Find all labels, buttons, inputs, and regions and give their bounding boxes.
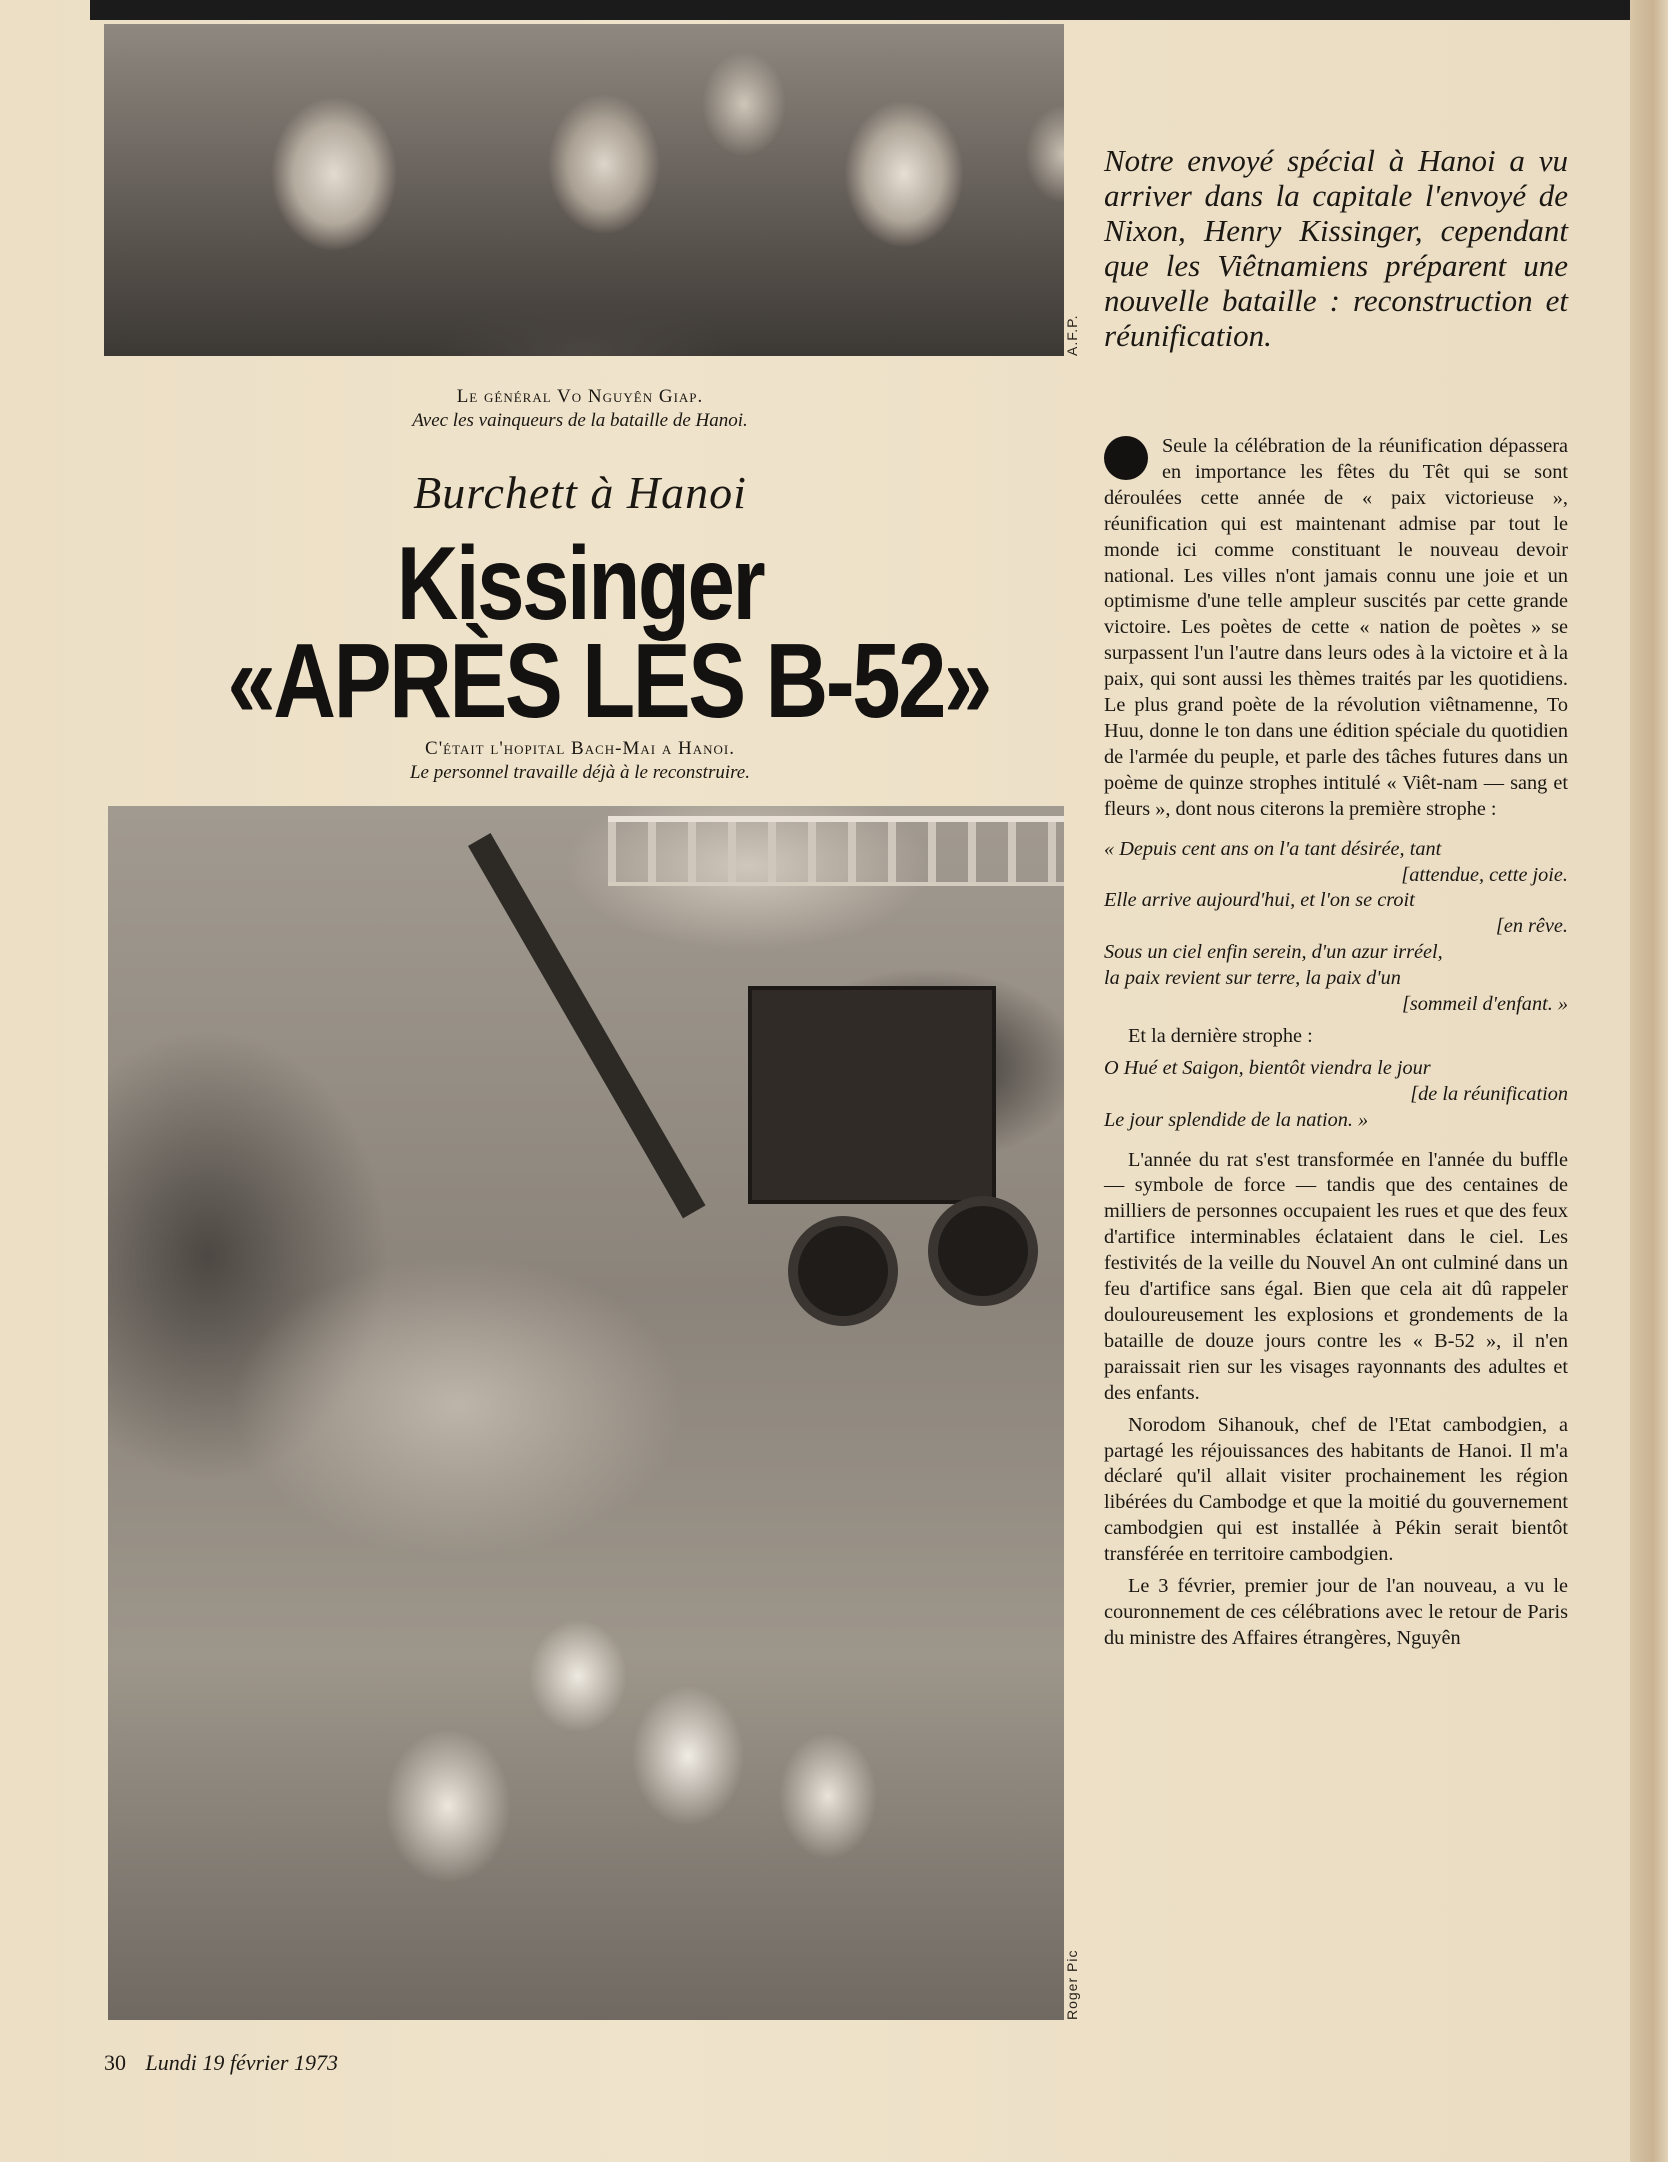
article-paragraph: Et la dernière strophe : [1128, 1024, 1313, 1047]
building-balcony [608, 816, 1064, 886]
caption-top-name: Le général Vo Nguyên Giap. [456, 386, 704, 407]
headline-line2: «APRÈS LES B-52» [227, 622, 990, 740]
article-lead: Notre envoyé spécial à Hanoi a vu arriver dans la capitale l'envoyé de Nixon, Henry Kissinger, cependant que les Viêtnamiens préparent une nouvelle bataille : reconstruction et réunification. [1104, 143, 1568, 353]
photo-credit-roger-pic: Roger Pic [1064, 1949, 1080, 2020]
poem-line: la paix revient sur terre, la paix d'un [1104, 967, 1401, 990]
poem-line: Sous un ciel enfin serein, d'un azur irréel, [1104, 941, 1443, 964]
poem-line-cont: [attendue, cette joie. [1401, 863, 1568, 886]
caption-top-text: Avec les vainqueurs de la bataille de Hanoi. [412, 410, 748, 431]
poem-line: O Hué et Saigon, bientôt viendra le jour [1104, 1056, 1431, 1079]
poem-line-cont: [en rêve. [1495, 915, 1568, 938]
poem-line: « Depuis cent ans on l'a tant désirée, tant [1104, 837, 1442, 860]
article-paragraph: Le 3 février, premier jour de l'an nouveau, a vu le couronnement de ces célébrations avec le retour de Paris du ministre des Affaires étrangères, Nguyên [1104, 1575, 1568, 1649]
crane-cab [748, 986, 996, 1204]
poem-line: Elle arrive aujourd'hui, et l'on se croit [1104, 889, 1415, 912]
crane-wheel [928, 1196, 1038, 1306]
crane-wheel [788, 1216, 898, 1326]
caption-top [200, 385, 960, 433]
article-body [1104, 434, 1568, 1652]
top-rule [90, 0, 1630, 20]
crane-arm [468, 833, 706, 1218]
poem-line-cont: [de la réunification [1410, 1082, 1568, 1105]
headline-line1: Kissinger [396, 526, 764, 642]
bullet-dot [1104, 436, 1148, 480]
caption-bottom-name: C'était l'hopital Bach-Mai a Hanoi. [425, 738, 735, 759]
article-paragraph: Norodom Sihanouk, chef de l'Etat cambodgien, a partagé les réjouissances des habitants de Hanoi. Il m'a déclaré qu'il allait visiter prochainement les région libérées du Cambodge et que la moitié du gouvernement cambodgien qui est installée à Pékin serait bientôt transférée en territoire cambodgien. [1104, 1413, 1568, 1566]
photo-bach-mai-hospital [108, 806, 1064, 2020]
headline-kicker: Burchett à Hanoi [413, 467, 747, 518]
article-paragraph: Seule la célébration de la réunification dépassera en importance les fêtes du Têt qui se sont déroulées cette année de « paix victorieuse », réunification qui est maintenant admise par tout le monde ici comme constituant le nouveau devoir national. Les villes n'ont jamais connu une joie et un optimisme d'une telle ampleur suscités par cette grande victoire. Les poètes de cette « nation de poètes » se surpassent l'un l'autre dans leurs odes à la victoire et à la paix, qui sont aussi les thèmes traités par les quotidiens. Le plus grand poète de la révolution viêtnamenne, To Huu, donne le ton dans une édition spéciale du quotidien de l'armée du peuple, et parle des tâches futures dans un poème de quinze strophes intitulé « Viêt-nam — sang et fleurs », dont nous citerons la première strophe : [1104, 435, 1568, 820]
poem-line-cont: [sommeil d'enfant. » [1401, 993, 1568, 1016]
caption-bottom-photo [200, 737, 960, 785]
article-paragraph: L'année du rat s'est transformée en l'année du buffle — symbole de force — tandis que des centaines de milliers de personnes occupaient les rues et que des feux d'artifice interminables éclataient dans le ciel. Les festivités de la veille du Nouvel An ont culminé dans un feu d'artifice sans égal. Bien que cela ait dû rappeler douloureusement les explosions et grondements de la bataille de douze jours contre les « B-52 », il n'en paraissait rien sur les visages rayonnants des adultes et des enfants. [1104, 1148, 1568, 1404]
photo-general-giap [104, 24, 1064, 356]
page-footer [104, 2050, 338, 2076]
poem-line: Le jour splendide de la nation. » [1104, 1108, 1369, 1131]
poem-first-strophe [1104, 837, 1568, 1018]
poem-last-strophe [1104, 1056, 1568, 1134]
page-number: 30 [104, 2050, 126, 2075]
caption-bottom-text: Le personnel travaille déjà à le reconstruire. [409, 762, 750, 783]
page-edge [1630, 0, 1668, 2162]
issue-date: Lundi 19 février 1973 [145, 2050, 338, 2075]
photo-credit-afp: A.F.P. [1064, 314, 1080, 356]
